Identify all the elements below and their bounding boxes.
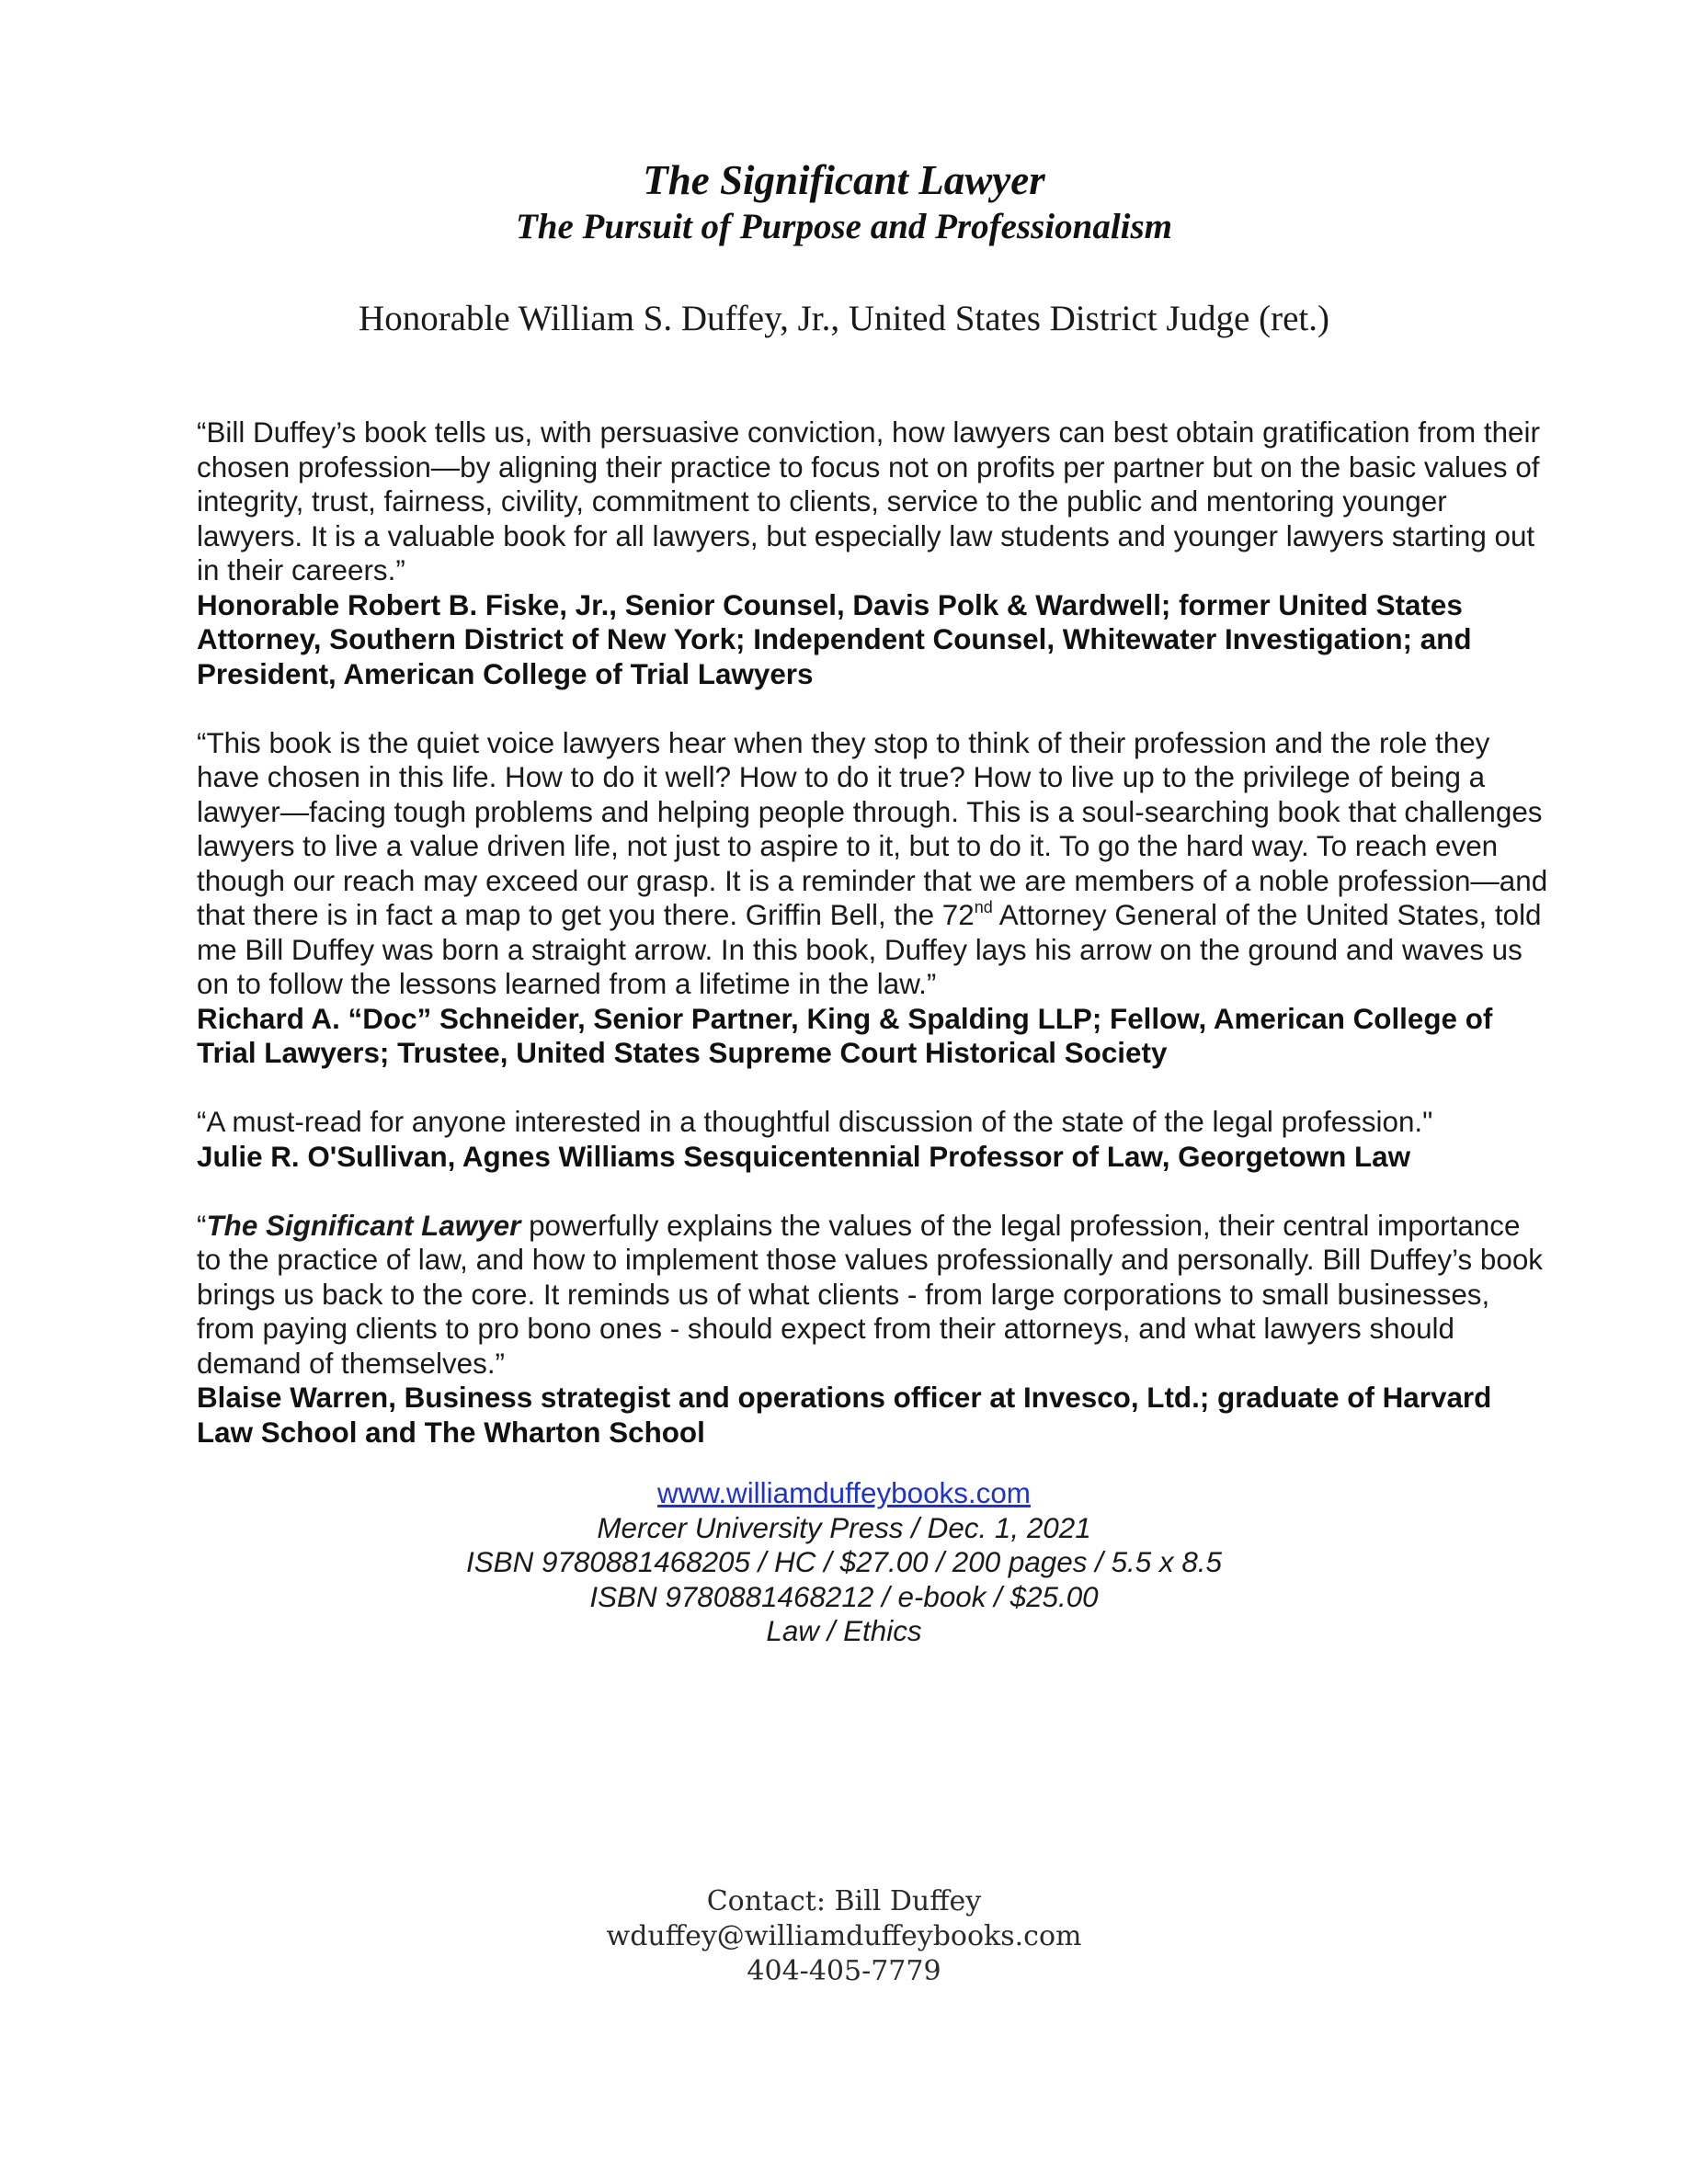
isbn-hardcover: ISBN 9780881468205 / HC / $27.00 / 200 pages / 5.5 x 8.5: [466, 1546, 1222, 1578]
quote-text: “This book is the quiet voice lawyers hear when they stop to think of their profession and the role they have chosen in this life. How to do it well? How to do it true? How to live up to the privilege of being a lawyer—facing tough problems and helping people through. This is a soul-searching book that challenges lawyers to live a value driven life, not just to aspire to it, but to do it. To go the hard way. To reach even though our reach may exceed our grasp. It is a reminder that we are members of a noble profession—and that there is in fact a map to get you there. Griffin Bell, the 72: [197, 726, 1548, 931]
endorsement-quote: “A must-read for anyone interested in a thoughtful discussion of the state of the legal profession.": [197, 1106, 1433, 1138]
endorsement-attribution: Richard A. “Doc” Schneider, Senior Partner, King & Spalding LLP; Fellow, American College of Trial Lawyers; Trustee, United States Supreme Court Historical Society: [197, 1002, 1493, 1069]
endorsement-quote: “Bill Duffey’s book tells us, with persuasive conviction, how lawyers can best obtain gratification from their chosen profession—by aligning their practice to focus not on profits per partner but on the basic values of integrity, trust, fairness, civility, commitment to clients, service to the public and mentoring younger lawyers. It is a valuable book for all lawyers, but especially law students and younger lawyers starting out in their careers.”: [197, 416, 1540, 586]
quote-mark: “: [197, 1209, 207, 1242]
contact-block: [0, 1884, 1688, 1989]
endorsement-quote: [197, 726, 1548, 1002]
endorsement-fiske: [197, 415, 1548, 691]
book-title: The Significant Lawyer: [643, 157, 1045, 203]
endorsement-attribution: Julie R. O'Sullivan, Agnes Williams Sesquicentennial Professor of Law, Georgetown Law: [197, 1140, 1411, 1173]
book-author: Honorable William S. Duffey, Jr., United States District Judge (ret.): [359, 299, 1329, 338]
publication-info: [0, 1476, 1688, 1649]
website-link[interactable]: www.williamduffeybooks.com: [657, 1477, 1031, 1509]
contact-phone: 404-405-7779: [747, 1955, 941, 1987]
book-subtitle: The Pursuit of Purpose and Professionalism: [515, 207, 1173, 246]
contact-email: wduffey@williamduffeybooks.com: [606, 1920, 1082, 1952]
isbn-ebook: ISBN 9780881468212 / e-book / $25.00: [589, 1580, 1099, 1613]
endorsement-attribution: Honorable Robert B. Fiske, Jr., Senior Counsel, Davis Polk & Wardwell; former United States Attorney, Southern District of New York; Independent Counsel, Whitewater Investigation; and President, American College of Trial Lawyers: [197, 588, 1472, 690]
endorsement-schneider: [197, 726, 1548, 1071]
endorsement-osullivan: [197, 1105, 1548, 1174]
contact-name: Contact: Bill Duffey: [706, 1885, 982, 1917]
book-category: Law / Ethics: [766, 1615, 922, 1647]
quoted-book-title: The Significant Lawyer: [206, 1209, 521, 1242]
quote-text: Attorney General of the United States, told me Bill Duffey was born a straight arrow. In this book, Duffey lays his arrow on the ground and waves us on to follow the lessons learned from a lifetime in the law.”: [197, 899, 1542, 1000]
publisher-line: Mercer University Press / Dec. 1, 2021: [597, 1511, 1091, 1544]
ordinal-suffix: nd: [974, 897, 993, 916]
endorsement-quote: [197, 1209, 1548, 1382]
endorsement-attribution: Blaise Warren, Business strategist and operations officer at Invesco, Ltd.; graduate of Harvard Law School and The Wharton School: [197, 1382, 1492, 1449]
quote-text: powerfully explains the values of the legal profession, their central importance to the practice of law, and how to implement those values professionally and personally. Bill Duffey’s book brings us back to the core. It reminds us of what clients - from large corporations to small businesses, from paying clients to pro bono ones - should expect from their attorneys, and what lawyers should demand of themselves.”: [197, 1209, 1543, 1380]
endorsements: [197, 415, 1548, 1484]
endorsement-warren: [197, 1209, 1548, 1450]
